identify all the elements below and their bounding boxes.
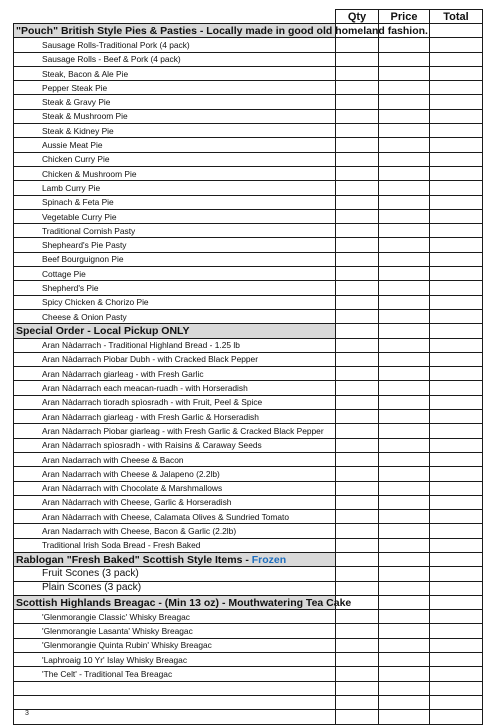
price-cell[interactable]	[379, 653, 430, 667]
product-name: Lamb Curry Pie	[14, 181, 336, 195]
total-cell[interactable]	[430, 152, 483, 166]
qty-cell[interactable]	[336, 66, 379, 80]
qty-cell[interactable]	[336, 324, 379, 338]
product-name: Aran Nadarrach with Cheese & Jalapeno (2.2lb)	[14, 467, 336, 481]
product-name: Chicken & Mushroom Pie	[14, 166, 336, 180]
qty-header: Qty	[336, 10, 379, 24]
total-cell[interactable]	[430, 395, 483, 409]
total-cell[interactable]	[430, 24, 483, 38]
product-row	[14, 166, 483, 180]
price-cell[interactable]	[379, 124, 430, 138]
price-cell[interactable]	[379, 395, 430, 409]
product-row	[14, 152, 483, 166]
product-row	[14, 295, 483, 309]
product-name: Aussie Meat Pie	[14, 138, 336, 152]
qty-cell[interactable]	[336, 581, 379, 595]
product-name: Vegetable Curry Pie	[14, 209, 336, 223]
qty-cell[interactable]	[336, 252, 379, 266]
empty-row	[14, 681, 483, 695]
qty-cell[interactable]	[336, 481, 379, 495]
product-name: Aran Nàdarrach with Cheese, Garlic & Horseradish	[14, 495, 336, 509]
product-name: Aran Nàdarrach each meacan-ruadh - with Horseradish	[14, 381, 336, 395]
product-name: 'Glenmorangie Classic' Whisky Breagac	[14, 610, 336, 624]
qty-cell[interactable]	[336, 695, 379, 709]
qty-cell[interactable]	[336, 295, 379, 309]
product-name: 'Glenmorangie Lasanta' Whisky Breagac	[14, 624, 336, 638]
header-row	[14, 10, 483, 24]
product-row	[14, 52, 483, 66]
product-row	[14, 610, 483, 624]
product-name: Aran Nàdarrach with Chocolate & Marshmallows	[14, 481, 336, 495]
price-cell[interactable]	[379, 667, 430, 681]
total-cell[interactable]	[430, 710, 483, 724]
price-cell[interactable]	[379, 438, 430, 452]
price-cell[interactable]	[379, 695, 430, 709]
product-name: Sausage Rolls - Beef & Pork (4 pack)	[14, 52, 336, 66]
total-cell[interactable]	[430, 38, 483, 52]
qty-cell[interactable]	[336, 95, 379, 109]
qty-cell[interactable]	[336, 667, 379, 681]
qty-cell[interactable]	[336, 495, 379, 509]
product-row	[14, 281, 483, 295]
section-title-text: Special Order - Local Pickup ONLY	[16, 324, 190, 337]
qty-cell[interactable]	[336, 166, 379, 180]
section-title-text: Rablogan "Fresh Baked" Scottish Style Items -	[16, 553, 252, 566]
product-row	[14, 581, 483, 595]
price-cell[interactable]	[379, 524, 430, 538]
price-cell[interactable]	[379, 66, 430, 80]
qty-cell[interactable]	[336, 610, 379, 624]
total-cell[interactable]	[430, 567, 483, 581]
price-cell[interactable]	[379, 209, 430, 223]
empty-name-cell[interactable]	[14, 710, 336, 724]
product-name: Traditional Cornish Pasty	[14, 224, 336, 238]
total-cell[interactable]	[430, 653, 483, 667]
total-cell[interactable]	[430, 166, 483, 180]
product-row	[14, 438, 483, 452]
product-row	[14, 410, 483, 424]
product-name: Steak & Gravy Pie	[14, 95, 336, 109]
qty-cell[interactable]	[336, 224, 379, 238]
price-cell[interactable]	[379, 224, 430, 238]
price-cell[interactable]	[379, 195, 430, 209]
price-cell[interactable]	[379, 324, 430, 338]
price-cell[interactable]	[379, 52, 430, 66]
product-name: 'Laphroaig 10 Yr' Islay Whisky Breagac	[14, 653, 336, 667]
product-name: Spinach & Feta Pie	[14, 195, 336, 209]
qty-cell[interactable]	[336, 710, 379, 724]
section-title	[14, 324, 336, 338]
product-row	[14, 538, 483, 552]
product-name: Steak, Bacon & Ale Pie	[14, 66, 336, 80]
product-name: Shepheard's Pie Pasty	[14, 238, 336, 252]
qty-cell[interactable]	[336, 653, 379, 667]
qty-cell[interactable]	[336, 381, 379, 395]
total-cell[interactable]	[430, 438, 483, 452]
product-row	[14, 252, 483, 266]
header-blank-cell	[14, 10, 336, 24]
total-cell[interactable]	[430, 281, 483, 295]
total-cell[interactable]	[430, 338, 483, 352]
product-name: 'The Celt' - Traditional Tea Breagac	[14, 667, 336, 681]
section-title	[14, 552, 336, 566]
total-cell[interactable]	[430, 452, 483, 466]
price-header: Price	[379, 10, 430, 24]
total-cell[interactable]	[430, 124, 483, 138]
qty-cell[interactable]	[336, 395, 379, 409]
qty-cell[interactable]	[336, 510, 379, 524]
product-row	[14, 424, 483, 438]
product-row	[14, 309, 483, 323]
section-header-row	[14, 552, 483, 566]
section-header-row	[14, 595, 483, 609]
total-cell[interactable]	[430, 95, 483, 109]
qty-cell[interactable]	[336, 338, 379, 352]
qty-cell[interactable]	[336, 410, 379, 424]
price-cell[interactable]	[379, 481, 430, 495]
qty-cell[interactable]	[336, 181, 379, 195]
total-cell[interactable]	[430, 638, 483, 652]
total-cell[interactable]	[430, 610, 483, 624]
price-cell[interactable]	[379, 681, 430, 695]
product-row	[14, 338, 483, 352]
product-row	[14, 452, 483, 466]
product-row	[14, 209, 483, 223]
product-row	[14, 38, 483, 52]
product-name: Sausage Rolls-Traditional Pork (4 pack)	[14, 38, 336, 52]
product-row	[14, 510, 483, 524]
price-cell[interactable]	[379, 710, 430, 724]
total-cell[interactable]	[430, 352, 483, 366]
total-cell[interactable]	[430, 252, 483, 266]
price-cell[interactable]	[379, 424, 430, 438]
price-cell[interactable]	[379, 495, 430, 509]
product-row	[14, 224, 483, 238]
total-cell[interactable]	[430, 467, 483, 481]
total-cell[interactable]	[430, 624, 483, 638]
total-cell[interactable]	[430, 238, 483, 252]
qty-cell[interactable]	[336, 367, 379, 381]
page-number: 3	[25, 710, 29, 717]
section-title	[14, 24, 428, 38]
total-cell[interactable]	[430, 209, 483, 223]
price-cell[interactable]	[379, 181, 430, 195]
qty-cell[interactable]	[336, 681, 379, 695]
qty-cell[interactable]	[336, 309, 379, 323]
total-cell[interactable]	[430, 552, 483, 566]
total-cell[interactable]	[430, 309, 483, 323]
product-name: Cheese & Onion Pasty	[14, 309, 336, 323]
qty-cell[interactable]	[336, 138, 379, 152]
qty-cell[interactable]	[336, 195, 379, 209]
product-row	[14, 267, 483, 281]
price-cell[interactable]	[379, 510, 430, 524]
qty-cell[interactable]	[336, 538, 379, 552]
total-cell[interactable]	[430, 195, 483, 209]
total-cell[interactable]	[430, 367, 483, 381]
product-row	[14, 195, 483, 209]
qty-cell[interactable]	[336, 424, 379, 438]
section-title-text: "Pouch" British Style Pies & Pasties - Locally made in good old homeland fashion.	[16, 24, 428, 37]
product-row	[14, 238, 483, 252]
section-title-text: Scottish Highlands Breagac - (Min 13 oz) - Mouthwatering Tea Cake	[16, 596, 352, 609]
total-cell[interactable]	[430, 495, 483, 509]
price-cell[interactable]	[379, 452, 430, 466]
price-cell[interactable]	[379, 381, 430, 395]
price-cell[interactable]	[379, 238, 430, 252]
total-cell[interactable]	[430, 424, 483, 438]
product-row	[14, 653, 483, 667]
price-cell[interactable]	[379, 538, 430, 552]
empty-name-cell[interactable]	[14, 695, 336, 709]
total-cell[interactable]	[430, 581, 483, 595]
price-cell[interactable]	[379, 567, 430, 581]
product-row	[14, 567, 483, 581]
price-cell[interactable]	[379, 252, 430, 266]
total-cell[interactable]	[430, 109, 483, 123]
section-header-row	[14, 24, 483, 38]
qty-cell[interactable]	[336, 109, 379, 123]
product-name: Aran Nàdarrach Piobar Dubh - with Cracked Black Pepper	[14, 352, 336, 366]
order-sheet	[13, 9, 483, 725]
total-cell[interactable]	[430, 66, 483, 80]
total-cell[interactable]	[430, 667, 483, 681]
product-name: Cottage Pie	[14, 267, 336, 281]
product-name: Plain Scones (3 pack)	[14, 581, 336, 595]
product-name: Fruit Scones (3 pack)	[14, 567, 336, 581]
product-row	[14, 495, 483, 509]
price-cell[interactable]	[379, 309, 430, 323]
total-cell[interactable]	[430, 224, 483, 238]
product-row	[14, 181, 483, 195]
product-row	[14, 66, 483, 80]
qty-cell[interactable]	[336, 624, 379, 638]
qty-cell[interactable]	[336, 281, 379, 295]
product-row	[14, 138, 483, 152]
product-name: Steak & Kidney Pie	[14, 124, 336, 138]
product-name: Aran Nàdarrach spìosradh - with Raisins & Caraway Seeds	[14, 438, 336, 452]
total-header: Total	[430, 10, 483, 24]
price-cell[interactable]	[379, 467, 430, 481]
product-row	[14, 124, 483, 138]
price-cell[interactable]	[379, 138, 430, 152]
price-cell[interactable]	[379, 267, 430, 281]
total-cell[interactable]	[430, 595, 483, 609]
frozen-note: Frozen	[251, 553, 287, 566]
product-name: Chicken Curry Pie	[14, 152, 336, 166]
product-row	[14, 381, 483, 395]
product-name: Steak & Mushroom Pie	[14, 109, 336, 123]
product-name: Spicy Chicken & Chorizo Pie	[14, 295, 336, 309]
product-row	[14, 524, 483, 538]
section-title	[14, 595, 352, 609]
product-name: Shepherd's Pie	[14, 281, 336, 295]
qty-cell[interactable]	[336, 52, 379, 66]
price-cell[interactable]	[379, 281, 430, 295]
product-row	[14, 667, 483, 681]
product-name: Aran Nàdarrach giarleag - with Fresh Garlic & Horseradish	[14, 410, 336, 424]
qty-cell[interactable]	[336, 638, 379, 652]
qty-cell[interactable]	[336, 524, 379, 538]
price-cell[interactable]	[379, 38, 430, 52]
price-cell[interactable]	[379, 552, 430, 566]
total-cell[interactable]	[430, 681, 483, 695]
product-name: Pepper Steak Pie	[14, 81, 336, 95]
qty-cell[interactable]	[336, 152, 379, 166]
product-row	[14, 638, 483, 652]
product-name: Aran Nadarrach with Cheese & Bacon	[14, 452, 336, 466]
qty-cell[interactable]	[336, 567, 379, 581]
total-cell[interactable]	[430, 381, 483, 395]
product-row	[14, 467, 483, 481]
product-row	[14, 367, 483, 381]
product-row	[14, 95, 483, 109]
qty-cell[interactable]	[336, 267, 379, 281]
product-row	[14, 352, 483, 366]
total-cell[interactable]	[430, 481, 483, 495]
product-name: Aran Nàdarrach giarleag - with Fresh Garlic	[14, 367, 336, 381]
total-cell[interactable]	[430, 695, 483, 709]
price-cell[interactable]	[379, 595, 430, 609]
price-cell[interactable]	[379, 410, 430, 424]
price-cell[interactable]	[379, 166, 430, 180]
total-cell[interactable]	[430, 52, 483, 66]
qty-cell[interactable]	[336, 438, 379, 452]
empty-row	[14, 710, 483, 724]
product-row	[14, 109, 483, 123]
price-cell[interactable]	[379, 352, 430, 366]
price-cell[interactable]	[379, 624, 430, 638]
total-cell[interactable]	[430, 510, 483, 524]
product-name: Aran Nàdarrach Piobar giarleag - with Fresh Garlic & Cracked Black Pepper	[14, 424, 336, 438]
qty-cell[interactable]	[336, 238, 379, 252]
total-cell[interactable]	[430, 267, 483, 281]
product-row	[14, 624, 483, 638]
total-cell[interactable]	[430, 324, 483, 338]
empty-row	[14, 695, 483, 709]
total-cell[interactable]	[430, 538, 483, 552]
product-name: Aran Nàdarrach tioradh spìosradh - with Fruit, Peel & Spice	[14, 395, 336, 409]
total-cell[interactable]	[430, 524, 483, 538]
price-cell[interactable]	[379, 152, 430, 166]
price-cell[interactable]	[379, 109, 430, 123]
price-cell[interactable]	[379, 295, 430, 309]
total-cell[interactable]	[430, 181, 483, 195]
product-row	[14, 81, 483, 95]
product-name: Aran Nadarrach with Cheese, Bacon & Garlic (2.2lb)	[14, 524, 336, 538]
product-name: Aran Nàdarrach - Traditional Highland Bread - 1.25 lb	[14, 338, 336, 352]
qty-cell[interactable]	[336, 467, 379, 481]
price-cell[interactable]	[379, 338, 430, 352]
total-cell[interactable]	[430, 295, 483, 309]
qty-cell[interactable]	[336, 452, 379, 466]
total-cell[interactable]	[430, 81, 483, 95]
section-header-row	[14, 324, 483, 338]
price-cell[interactable]	[379, 367, 430, 381]
total-cell[interactable]	[430, 138, 483, 152]
empty-name-cell[interactable]	[14, 681, 336, 695]
product-name: Traditional Irish Soda Bread - Fresh Baked	[14, 538, 336, 552]
price-cell[interactable]	[379, 81, 430, 95]
qty-cell[interactable]	[336, 38, 379, 52]
price-cell[interactable]	[379, 610, 430, 624]
qty-cell[interactable]	[336, 352, 379, 366]
product-name: Aran Nàdarrach with Cheese, Calamata Olives & Sundried Tomato	[14, 510, 336, 524]
qty-cell[interactable]	[336, 124, 379, 138]
qty-cell[interactable]	[336, 552, 379, 566]
product-row	[14, 481, 483, 495]
price-cell[interactable]	[379, 95, 430, 109]
product-name: Beef Bourguignon Pie	[14, 252, 336, 266]
product-name: 'Glenmorangie Quinta Rubin' Whisky Breagac	[14, 638, 336, 652]
qty-cell[interactable]	[336, 209, 379, 223]
total-cell[interactable]	[430, 410, 483, 424]
price-cell[interactable]	[379, 638, 430, 652]
qty-cell[interactable]	[336, 81, 379, 95]
product-row	[14, 395, 483, 409]
price-cell[interactable]	[379, 581, 430, 595]
